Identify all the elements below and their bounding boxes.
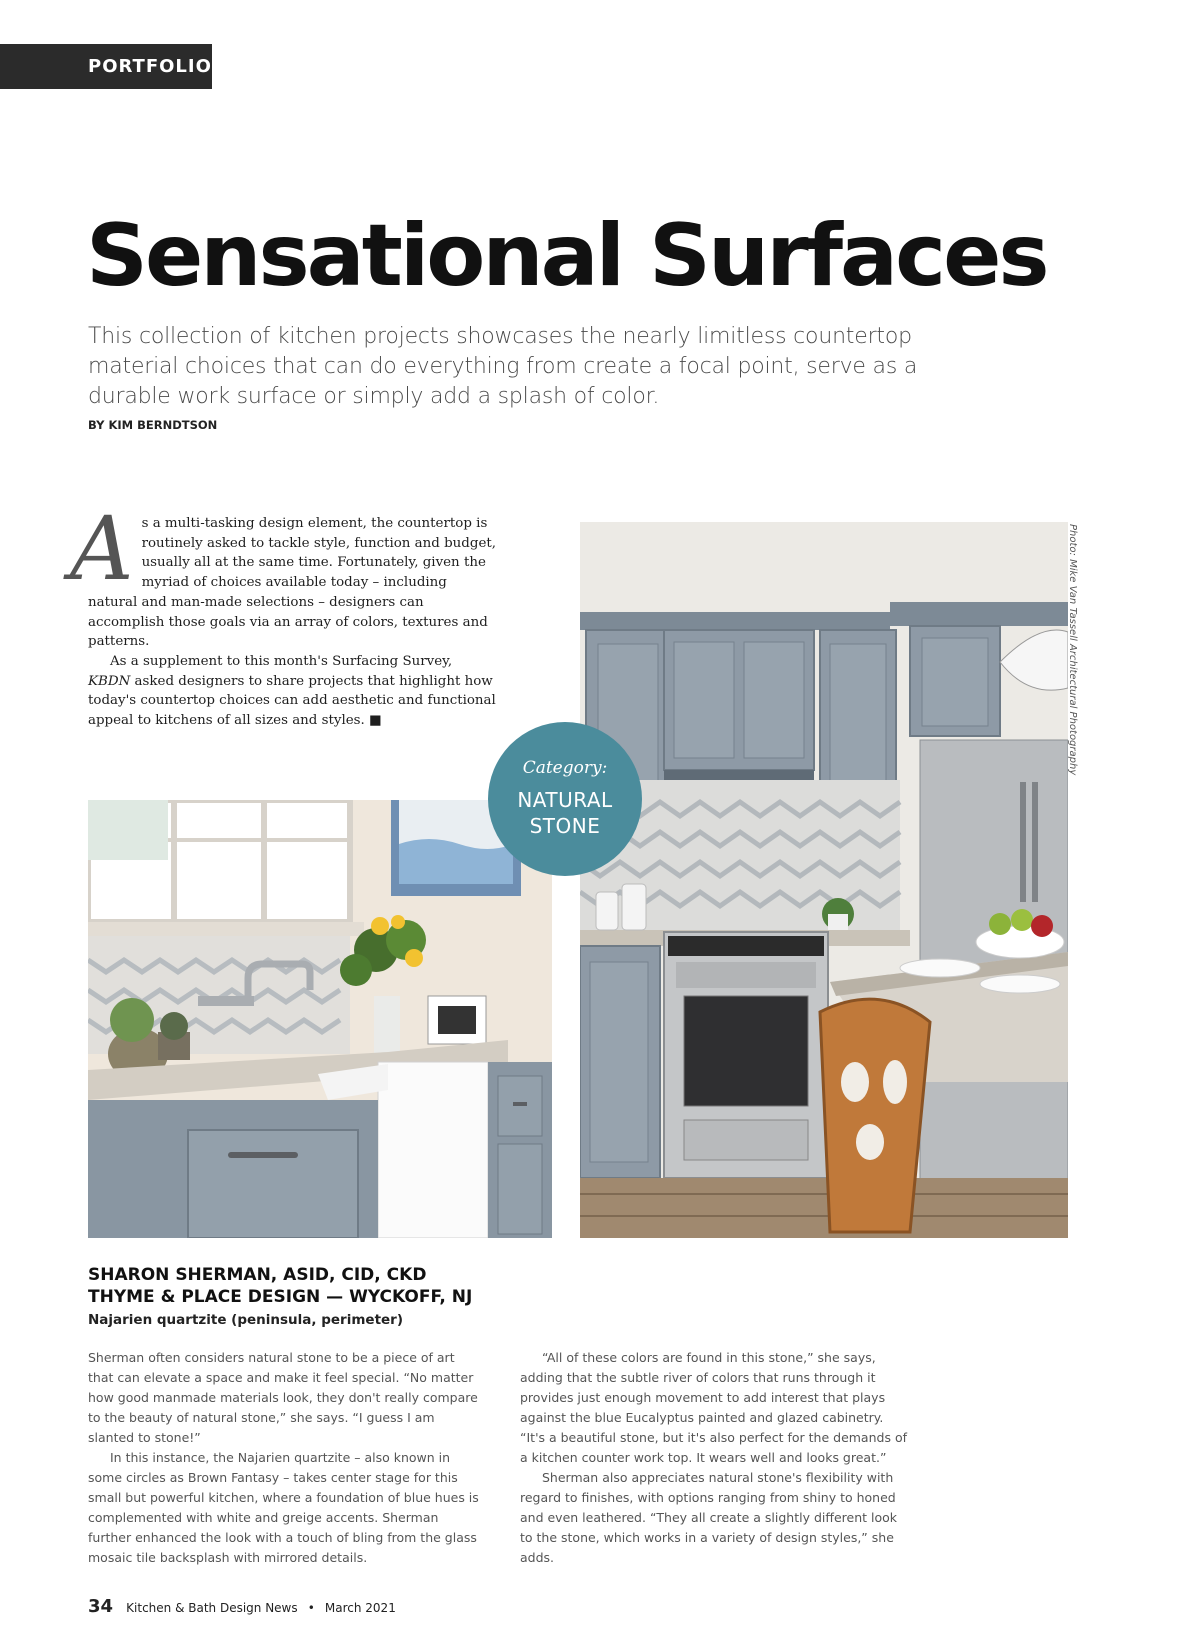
intro-text bbox=[70, 497, 498, 731]
photo-credit: Photo: Mike Van Tassell Architectural Photography bbox=[1067, 524, 1078, 776]
magazine-name: KBDN bbox=[88, 673, 131, 689]
section-label: PORTFOLIO bbox=[0, 44, 212, 89]
drop-cap: A bbox=[70, 497, 134, 600]
category-name-line-1: NATURAL bbox=[517, 788, 613, 812]
kitchen-range-illustration bbox=[580, 522, 1068, 1238]
kitchen-sink-photo bbox=[88, 800, 552, 1238]
intro-paragraph-2 bbox=[88, 652, 498, 731]
designer-firm: THYME & PLACE DESIGN — WYCKOFF, NJ bbox=[88, 1287, 473, 1307]
kitchen-sink-illustration bbox=[88, 800, 552, 1238]
intro-paragraph-1-text: s a multi-tasking design element, the countertop is routinely asked to tackle style, function and budget, usually all at the same time. Fortunately, given the myriad of choices available today – including natural and man-made selections – designers can accomplish those goals via an array of colors, textures and patterns. bbox=[88, 516, 497, 650]
article-deck: This collection of kitchen projects showcases the nearly limitless countertop material choices that can do everything from create a focal point, serve as a durable work surface or simply add a splash of color. bbox=[88, 324, 918, 409]
designer-name: SHARON SHERMAN, ASID, CID, CKD bbox=[88, 1265, 427, 1285]
body-paragraph: In this instance, the Najarien quartzite – also known in some circles as Brown Fantasy – takes center stage for this small but powerful kitchen, where a foundation of blue hues is complemented with white and greige accents. Sherman further enhanced the look with a touch of bling from the glass mosaic tile backsplash with mirrored details. bbox=[88, 1450, 479, 1565]
issue-date: March 2021 bbox=[324, 1601, 396, 1615]
category-name-line-2: STONE bbox=[529, 814, 601, 838]
material-spec: Najarien quartzite (peninsula, perimeter) bbox=[88, 1312, 404, 1328]
body-paragraph: Sherman often considers natural stone to be a piece of art that can elevate a space and make it feel special. “No matter how good manmade materials look, they don't really compare to the beauty of natural stone,” she says. “I guess I am slanted to stone!” bbox=[88, 1350, 478, 1445]
category-label: Category: bbox=[522, 758, 608, 778]
designer-credit bbox=[88, 1264, 472, 1308]
page-footer bbox=[88, 1596, 396, 1617]
page-number: 34 bbox=[88, 1596, 114, 1617]
byline: BY KIM BERNDTSON bbox=[88, 418, 218, 432]
category-badge bbox=[488, 722, 642, 876]
intro-paragraph-1 bbox=[70, 497, 498, 652]
body-column-2 bbox=[520, 1348, 912, 1568]
intro-paragraph-2-text: As a supplement to this month's Surfacing Survey, bbox=[110, 653, 453, 669]
kitchen-range-photo bbox=[580, 522, 1068, 1238]
article-headline: Sensational Surfaces bbox=[86, 206, 1047, 306]
body-paragraph: Sherman also appreciates natural stone's flexibility with regard to finishes, with options ranging from shiny to honed and even leathered. “They all create a slightly different look to the stone, which works in a variety of design styles,” she adds. bbox=[520, 1470, 898, 1565]
footer-separator: • bbox=[307, 1601, 315, 1615]
body-paragraph: “All of these colors are found in this stone,” she says, adding that the subtle river of colors that runs through it provides just enough movement to add interest that plays against the blue Eucalyptus painted and glazed cabinetry. “It's a beautiful stone, but it's also perfect for the demands of a kitchen counter work top. It wears well and looks great.” bbox=[520, 1350, 907, 1465]
body-column-1 bbox=[88, 1348, 480, 1568]
publication-name: Kitchen & Bath Design News bbox=[126, 1601, 298, 1615]
intro-paragraph-2-end: asked designers to share projects that highlight how today's countertop choices can add aesthetic and functional appeal to kitchens of all sizes and styles. ■ bbox=[88, 673, 496, 729]
